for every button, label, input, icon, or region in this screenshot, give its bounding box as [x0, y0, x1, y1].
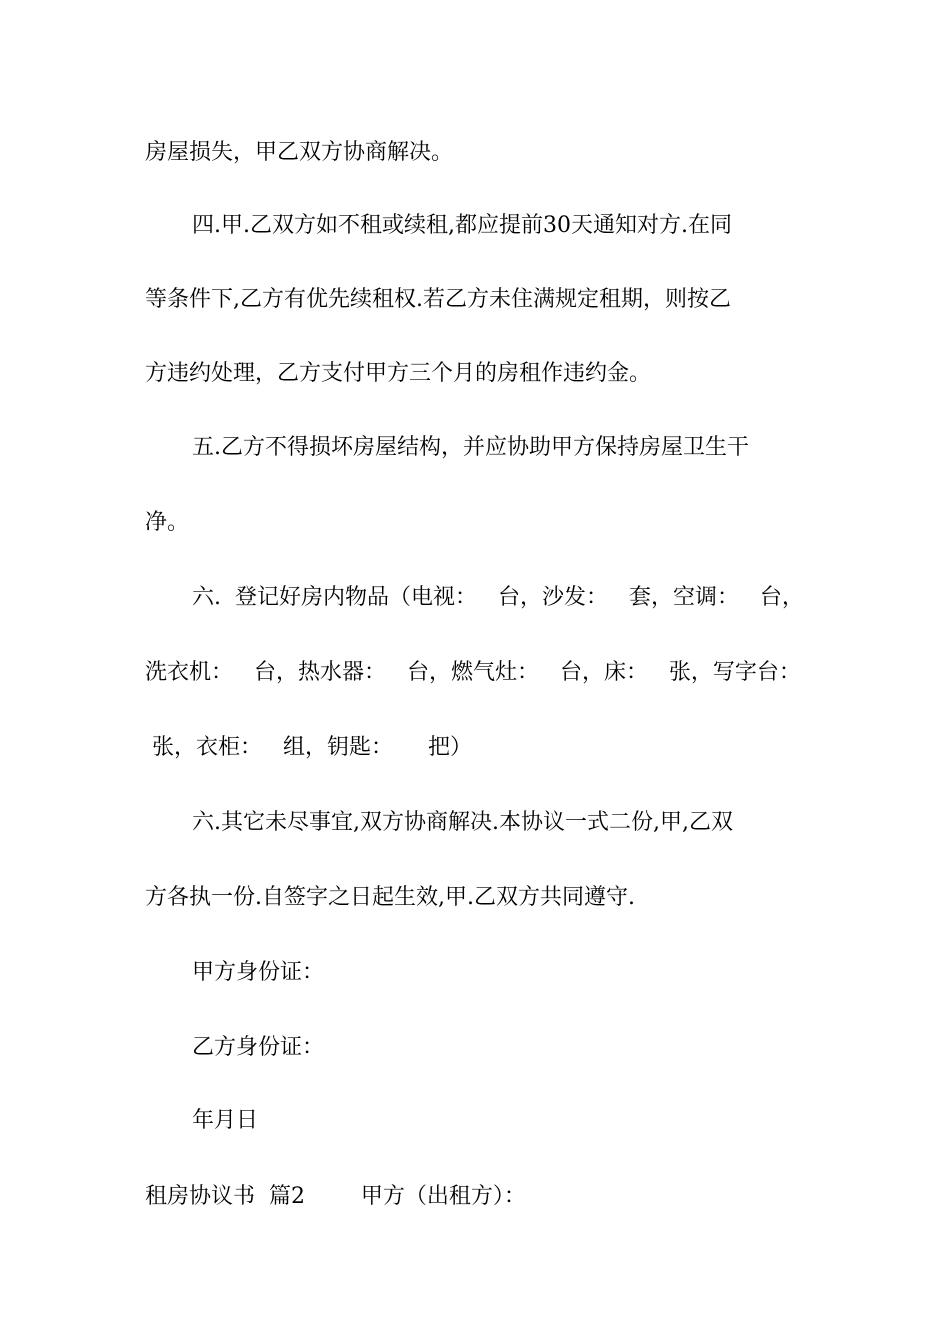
paragraph-line: 六. 登记好房内物品（电视： 台，沙发： 套，空调： 台， — [192, 585, 804, 610]
paragraph-line: 洗衣机： 台，热水器： 台，燃气灶： 台，床： 张，写字台： — [145, 660, 801, 685]
paragraph-line: 房屋损失，甲乙双方协商解决。 — [145, 140, 454, 165]
paragraph-line: 甲方身份证： — [192, 960, 325, 985]
section-heading: 租房协议书 篇2 甲方（出租方）： — [145, 1184, 526, 1209]
paragraph-line: 张，衣柜： 组，钥匙： 把） — [145, 735, 472, 760]
paragraph-line: 四.甲.乙双方如不租或续租,都应提前30天通知对方.在同 — [192, 213, 732, 238]
paragraph-line: 等条件下,乙方有优先续租权.若乙方未住满规定租期，则按乙 — [145, 287, 731, 312]
paragraph-line: 五.乙方不得损坏房屋结构，并应协助甲方保持房屋卫生干 — [192, 435, 749, 460]
paragraph-line: 六.其它未尽事宜,双方协商解决.本协议一式二份,甲,乙双 — [192, 810, 733, 835]
paragraph-line: 方各执一份.自签字之日起生效,甲.乙双方共同遵守. — [145, 885, 635, 910]
paragraph-line: 方违约处理，乙方支付甲方三个月的房租作违约金。 — [145, 361, 652, 386]
paragraph-line: 净。 — [145, 510, 190, 535]
paragraph-line: 年月日 — [192, 1108, 259, 1133]
paragraph-line: 乙方身份证： — [192, 1035, 325, 1060]
